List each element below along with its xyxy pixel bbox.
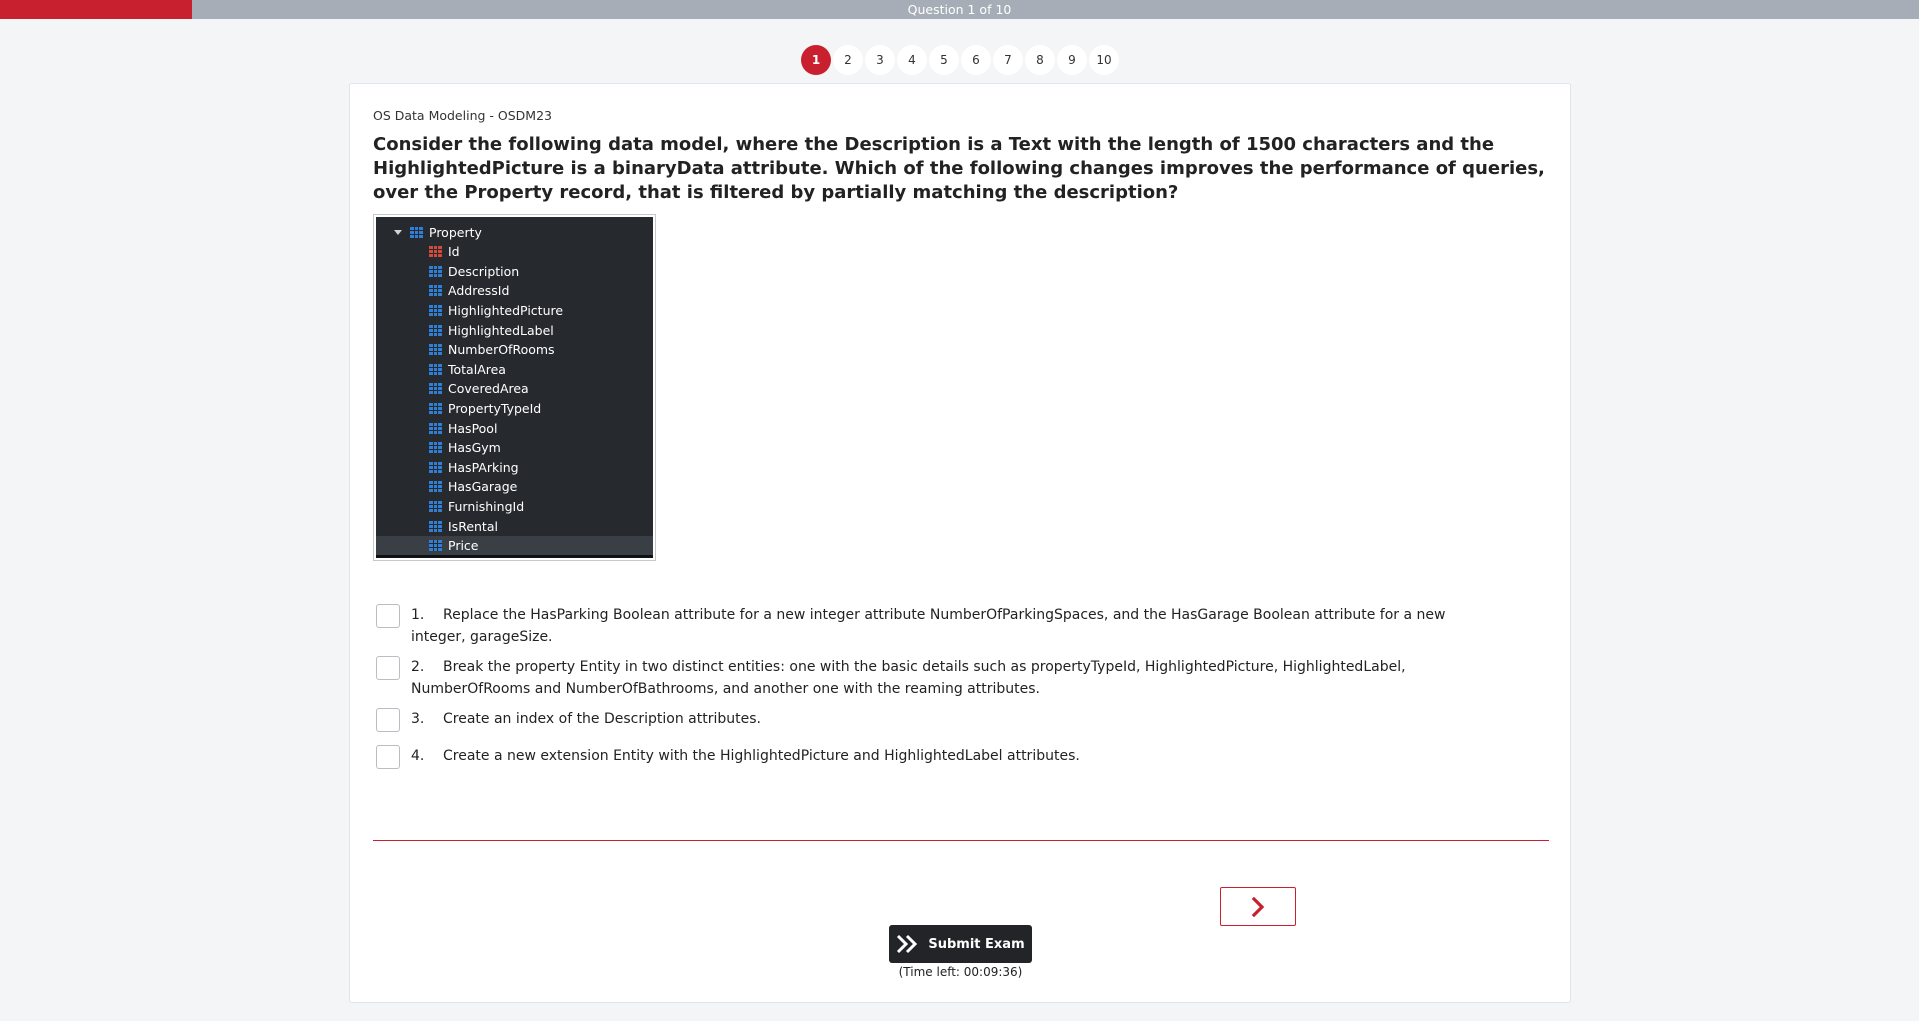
answer-checkbox-3[interactable] [376, 708, 400, 732]
attribute-icon [429, 442, 442, 453]
tree-attribute-node[interactable] [429, 497, 653, 517]
tree-attribute-node[interactable] [429, 301, 653, 321]
double-chevron-right-icon [896, 934, 920, 954]
progress-bar [0, 0, 1919, 19]
page-button-7[interactable]: 7 [993, 45, 1023, 75]
attribute-icon [429, 462, 442, 473]
page-button-6[interactable]: 6 [961, 45, 991, 75]
answer-text [411, 745, 1491, 769]
entity-table-icon [410, 227, 423, 238]
page-button-9[interactable]: 9 [1057, 45, 1087, 75]
entity-name: Property [429, 224, 482, 240]
tree-attribute-node[interactable] [429, 477, 653, 497]
attribute-icon [429, 403, 442, 414]
answer-option-4 [376, 745, 1491, 769]
tree-attribute-node[interactable] [429, 340, 653, 360]
answer-checkbox-1[interactable] [376, 604, 400, 628]
tree-attribute-node[interactable] [429, 262, 653, 282]
tree-attribute-node[interactable] [429, 320, 653, 340]
question-text: Consider the following data model, where the Description is a Text with the length of 1500 characters and the HighlightedPicture is a binaryData attribute. Which of the following changes improves the performance of queries, over the Property record, that is filtered by partially matching the description? [373, 134, 1545, 203]
page-button-1[interactable]: 1 [801, 45, 831, 75]
page-button-10[interactable]: 10 [1089, 45, 1119, 75]
tree-attribute-node[interactable] [429, 458, 653, 478]
attribute-icon [429, 521, 442, 532]
tree-attribute-node[interactable] [429, 516, 653, 536]
page-button-4[interactable]: 4 [897, 45, 927, 75]
tree-entity-node [394, 223, 482, 241]
answer-text [411, 656, 1491, 700]
answer-number: 2. [411, 659, 425, 675]
attribute-name: PropertyTypeId [448, 401, 542, 417]
question-card [349, 83, 1571, 1003]
answer-number: 4. [411, 748, 425, 764]
attribute-name: HighlightedLabel [448, 322, 554, 338]
identifier-attribute-icon [429, 246, 442, 257]
tree-attribute-node[interactable] [429, 242, 653, 262]
submit-exam-button[interactable] [889, 925, 1032, 963]
progress-label: Question 1 of 10 [907, 2, 1012, 17]
attribute-icon [429, 501, 442, 512]
section-divider [373, 840, 1549, 841]
attribute-name: HighlightedPicture [448, 303, 564, 319]
answer-text [411, 708, 1491, 732]
answer-number: 3. [411, 711, 425, 727]
answer-label: Break the property Entity in two distinct entities: one with the basic details such as propertyTypeId, HighlightedPicture, HighlightedLabel, NumberOfRooms and NumberOfBathrooms, and another one with the reaming attributes. [411, 659, 1406, 697]
submit-label: Submit Exam [928, 936, 1025, 952]
answer-option-2 [376, 656, 1491, 700]
attribute-name: Price [448, 538, 479, 554]
attribute-name: HasGym [448, 440, 501, 456]
attribute-name: HasPArking [448, 459, 519, 475]
attribute-icon [429, 305, 442, 316]
tree-attribute-node[interactable] [429, 281, 653, 301]
attribute-name: FurnishingId [448, 499, 525, 515]
attribute-name: HasGarage [448, 479, 518, 495]
attribute-name: HasPool [448, 420, 498, 436]
attribute-name: CoveredArea [448, 381, 529, 397]
attribute-icon [429, 344, 442, 355]
attribute-name: Id [448, 244, 460, 260]
tree-attribute-node[interactable] [429, 438, 653, 458]
attribute-list [429, 242, 653, 556]
answer-checkbox-4[interactable] [376, 745, 400, 769]
expand-caret-icon [394, 230, 402, 235]
tree-attribute-node[interactable] [429, 379, 653, 399]
attribute-icon [429, 383, 442, 394]
answer-label: Create a new extension Entity with the HighlightedPicture and HighlightedLabel attributes. [443, 748, 1080, 764]
answer-text [411, 604, 1491, 648]
answer-number: 1. [411, 607, 425, 623]
page-button-3[interactable]: 3 [865, 45, 895, 75]
answer-label: Replace the HasParking Boolean attribute for a new integer attribute NumberOfParkingSpaces, and the HasGarage Boolean attribute for a new integer, garageSize. [411, 607, 1446, 645]
tree-attribute-node[interactable] [429, 360, 653, 380]
tree-attribute-node[interactable] [376, 536, 653, 556]
data-model-tree [376, 217, 653, 558]
attribute-name: AddressId [448, 283, 510, 299]
page-button-2[interactable]: 2 [833, 45, 863, 75]
answer-option-3 [376, 708, 1491, 732]
tree-attribute-node[interactable] [429, 418, 653, 438]
answer-option-1 [376, 604, 1491, 648]
exam-subject: OS Data Modeling - OSDM23 [373, 108, 552, 123]
attribute-icon [429, 540, 442, 551]
page-button-5[interactable]: 5 [929, 45, 959, 75]
page-button-8[interactable]: 8 [1025, 45, 1055, 75]
attribute-icon [429, 423, 442, 434]
attribute-icon [429, 481, 442, 492]
tree-attribute-node[interactable] [429, 399, 653, 419]
next-question-button[interactable] [1220, 887, 1296, 926]
attribute-name: NumberOfRooms [448, 342, 555, 358]
data-model-image [373, 214, 656, 561]
attribute-icon [429, 285, 442, 296]
chevron-right-icon [1250, 897, 1266, 917]
attribute-icon [429, 266, 442, 277]
attribute-icon [429, 325, 442, 336]
attribute-icon [429, 364, 442, 375]
time-left: (Time left: 00:09:36) [898, 965, 1023, 979]
attribute-name: IsRental [448, 518, 498, 534]
question-pager [801, 45, 1119, 75]
attribute-name: TotalArea [448, 361, 506, 377]
answer-checkbox-2[interactable] [376, 656, 400, 680]
attribute-name: Description [448, 263, 520, 279]
answer-label: Create an index of the Description attributes. [443, 711, 761, 727]
